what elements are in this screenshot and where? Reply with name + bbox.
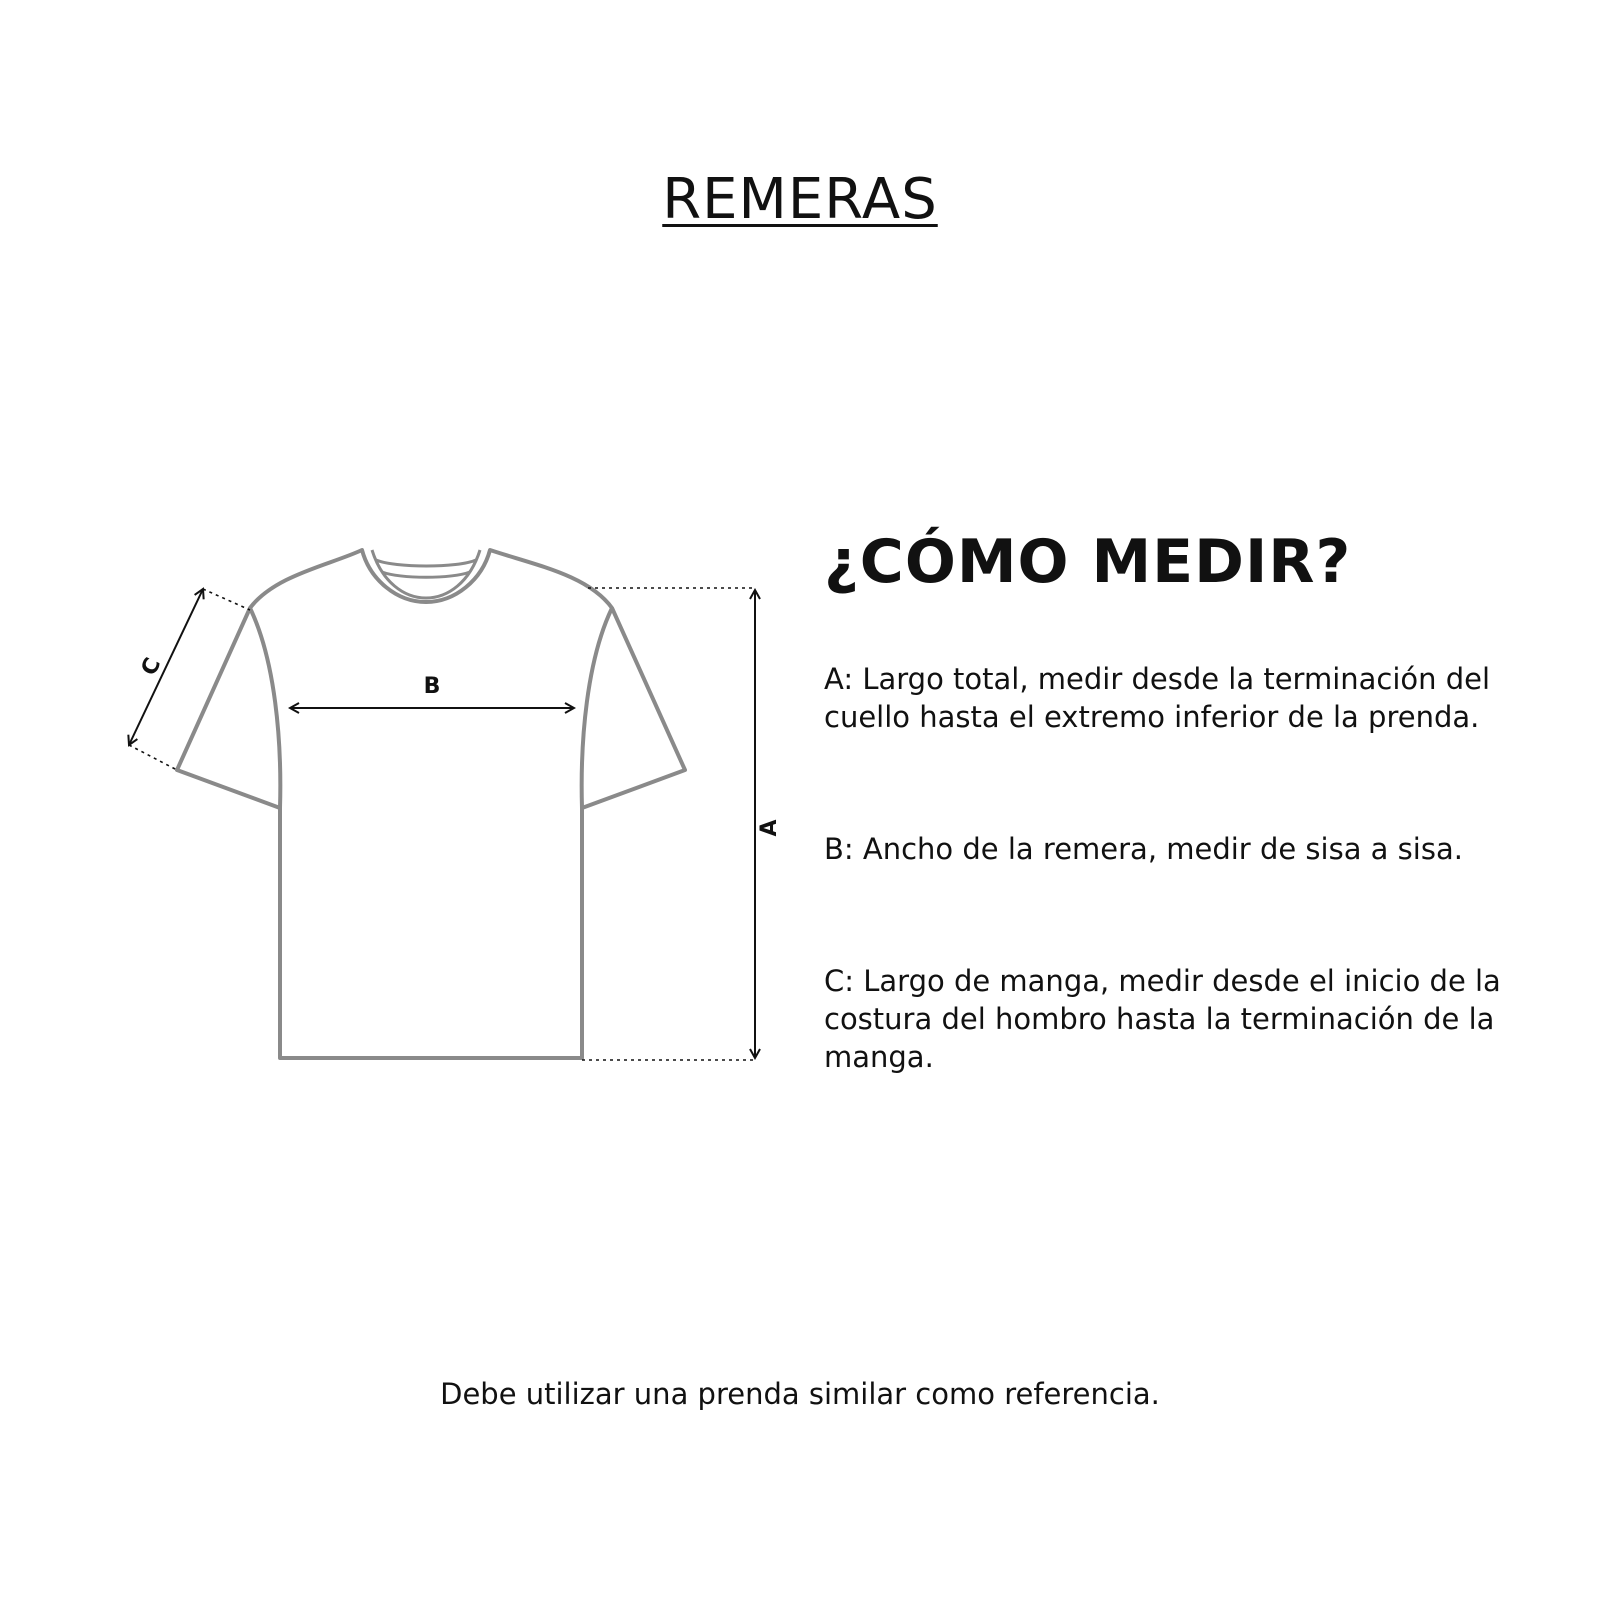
page-title-text: REMERAS xyxy=(662,167,938,232)
tshirt-outline xyxy=(177,550,685,1058)
instruction-c: C: Largo de manga, medir desde el inicio de la costura del hombro hasta la terminación de la manga. xyxy=(824,964,1501,1074)
footer-note: Debe utilizar una prenda similar como referencia. xyxy=(440,1377,1160,1411)
measure-b-label: B xyxy=(423,674,441,699)
collar-inner-back-2 xyxy=(382,572,470,577)
instruction-b: B: Ancho de la remera, medir de sisa a sisa. xyxy=(824,832,1463,866)
how-to-measure-heading: ¿CÓMO MEDIR? xyxy=(824,527,1352,597)
measure-c-guide-bottom xyxy=(129,745,177,770)
measure-c-label: C xyxy=(136,654,167,680)
measure-c-guide-top xyxy=(203,589,250,610)
measure-a-label: A xyxy=(757,819,782,837)
collar-inner-back xyxy=(376,560,476,566)
instruction-a: A: Largo total, medir desde la terminación del cuello hasta el extremo inferior de la prenda. xyxy=(824,662,1491,734)
